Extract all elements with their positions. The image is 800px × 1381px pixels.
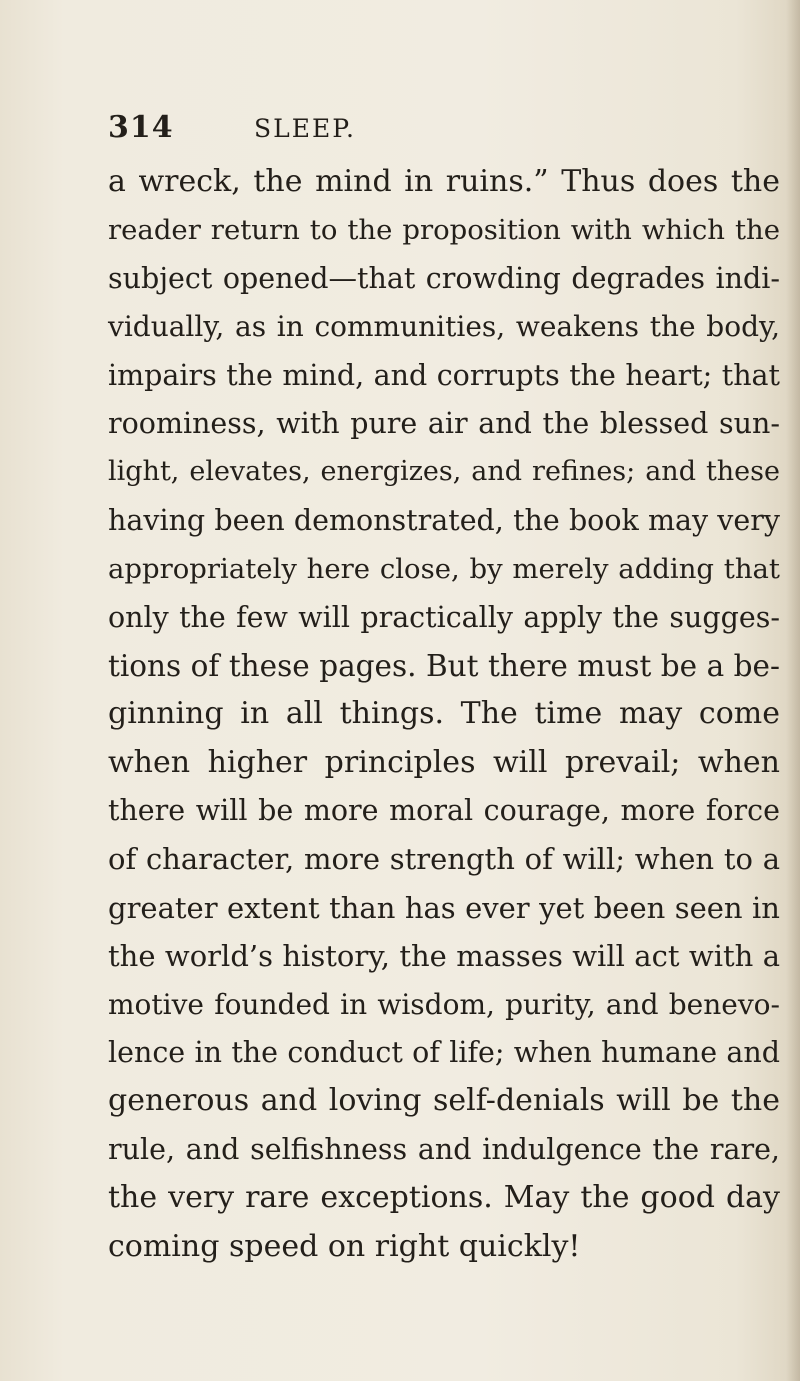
text-line: ginning in all things. The time may come <box>108 696 780 732</box>
text-line: lence in the conduct of life; when humane and <box>108 1036 780 1070</box>
text-line: reader return to the proposition with which the <box>108 214 780 247</box>
body-text <box>108 158 780 1271</box>
text-line: the world’s history, the masses will act with a <box>108 939 780 974</box>
text-line: roominess, with pure air and the blessed sun- <box>108 406 780 440</box>
text-line: appropriately here close, by merely adding that <box>108 553 780 586</box>
text-line: impairs the mind, and corrupts the heart; that <box>108 358 780 392</box>
text-line: rule, and selfishness and indulgence the rare, <box>108 1132 780 1166</box>
running-head <box>108 110 708 150</box>
page-number: 314 <box>108 110 174 145</box>
text-line: generous and loving self-denials will be the <box>108 1083 780 1119</box>
text-line: vidually, as in communities, weakens the body, <box>108 310 780 344</box>
text-line: there will be more moral courage, more force <box>108 794 780 828</box>
page-edge-shadow <box>786 0 800 1381</box>
text-line: tions of these pages. But there must be a be- <box>108 648 780 683</box>
running-title: SLEEP. <box>254 114 356 143</box>
text-line: having been demonstrated, the book may very <box>108 503 780 537</box>
text-line: only the few will practically apply the sugges- <box>108 600 780 634</box>
text-line: when higher principles will prevail; when <box>108 744 780 780</box>
text-line: the very rare exceptions. May the good day <box>108 1180 780 1216</box>
text-line: light, elevates, energizes, and refines; and these <box>108 456 780 488</box>
text-line: greater extent than has ever yet been seen in <box>108 890 780 925</box>
text-line: of character, more strength of will; when to a <box>108 842 780 877</box>
text-line: a wreck, the mind in ruins.” Thus does the <box>108 164 780 199</box>
text-line: subject opened—that crowding degrades indi- <box>108 261 780 295</box>
text-line-last: coming speed on right quickly! <box>108 1228 581 1264</box>
text-line: motive founded in wisdom, purity, and benevo- <box>108 987 780 1021</box>
